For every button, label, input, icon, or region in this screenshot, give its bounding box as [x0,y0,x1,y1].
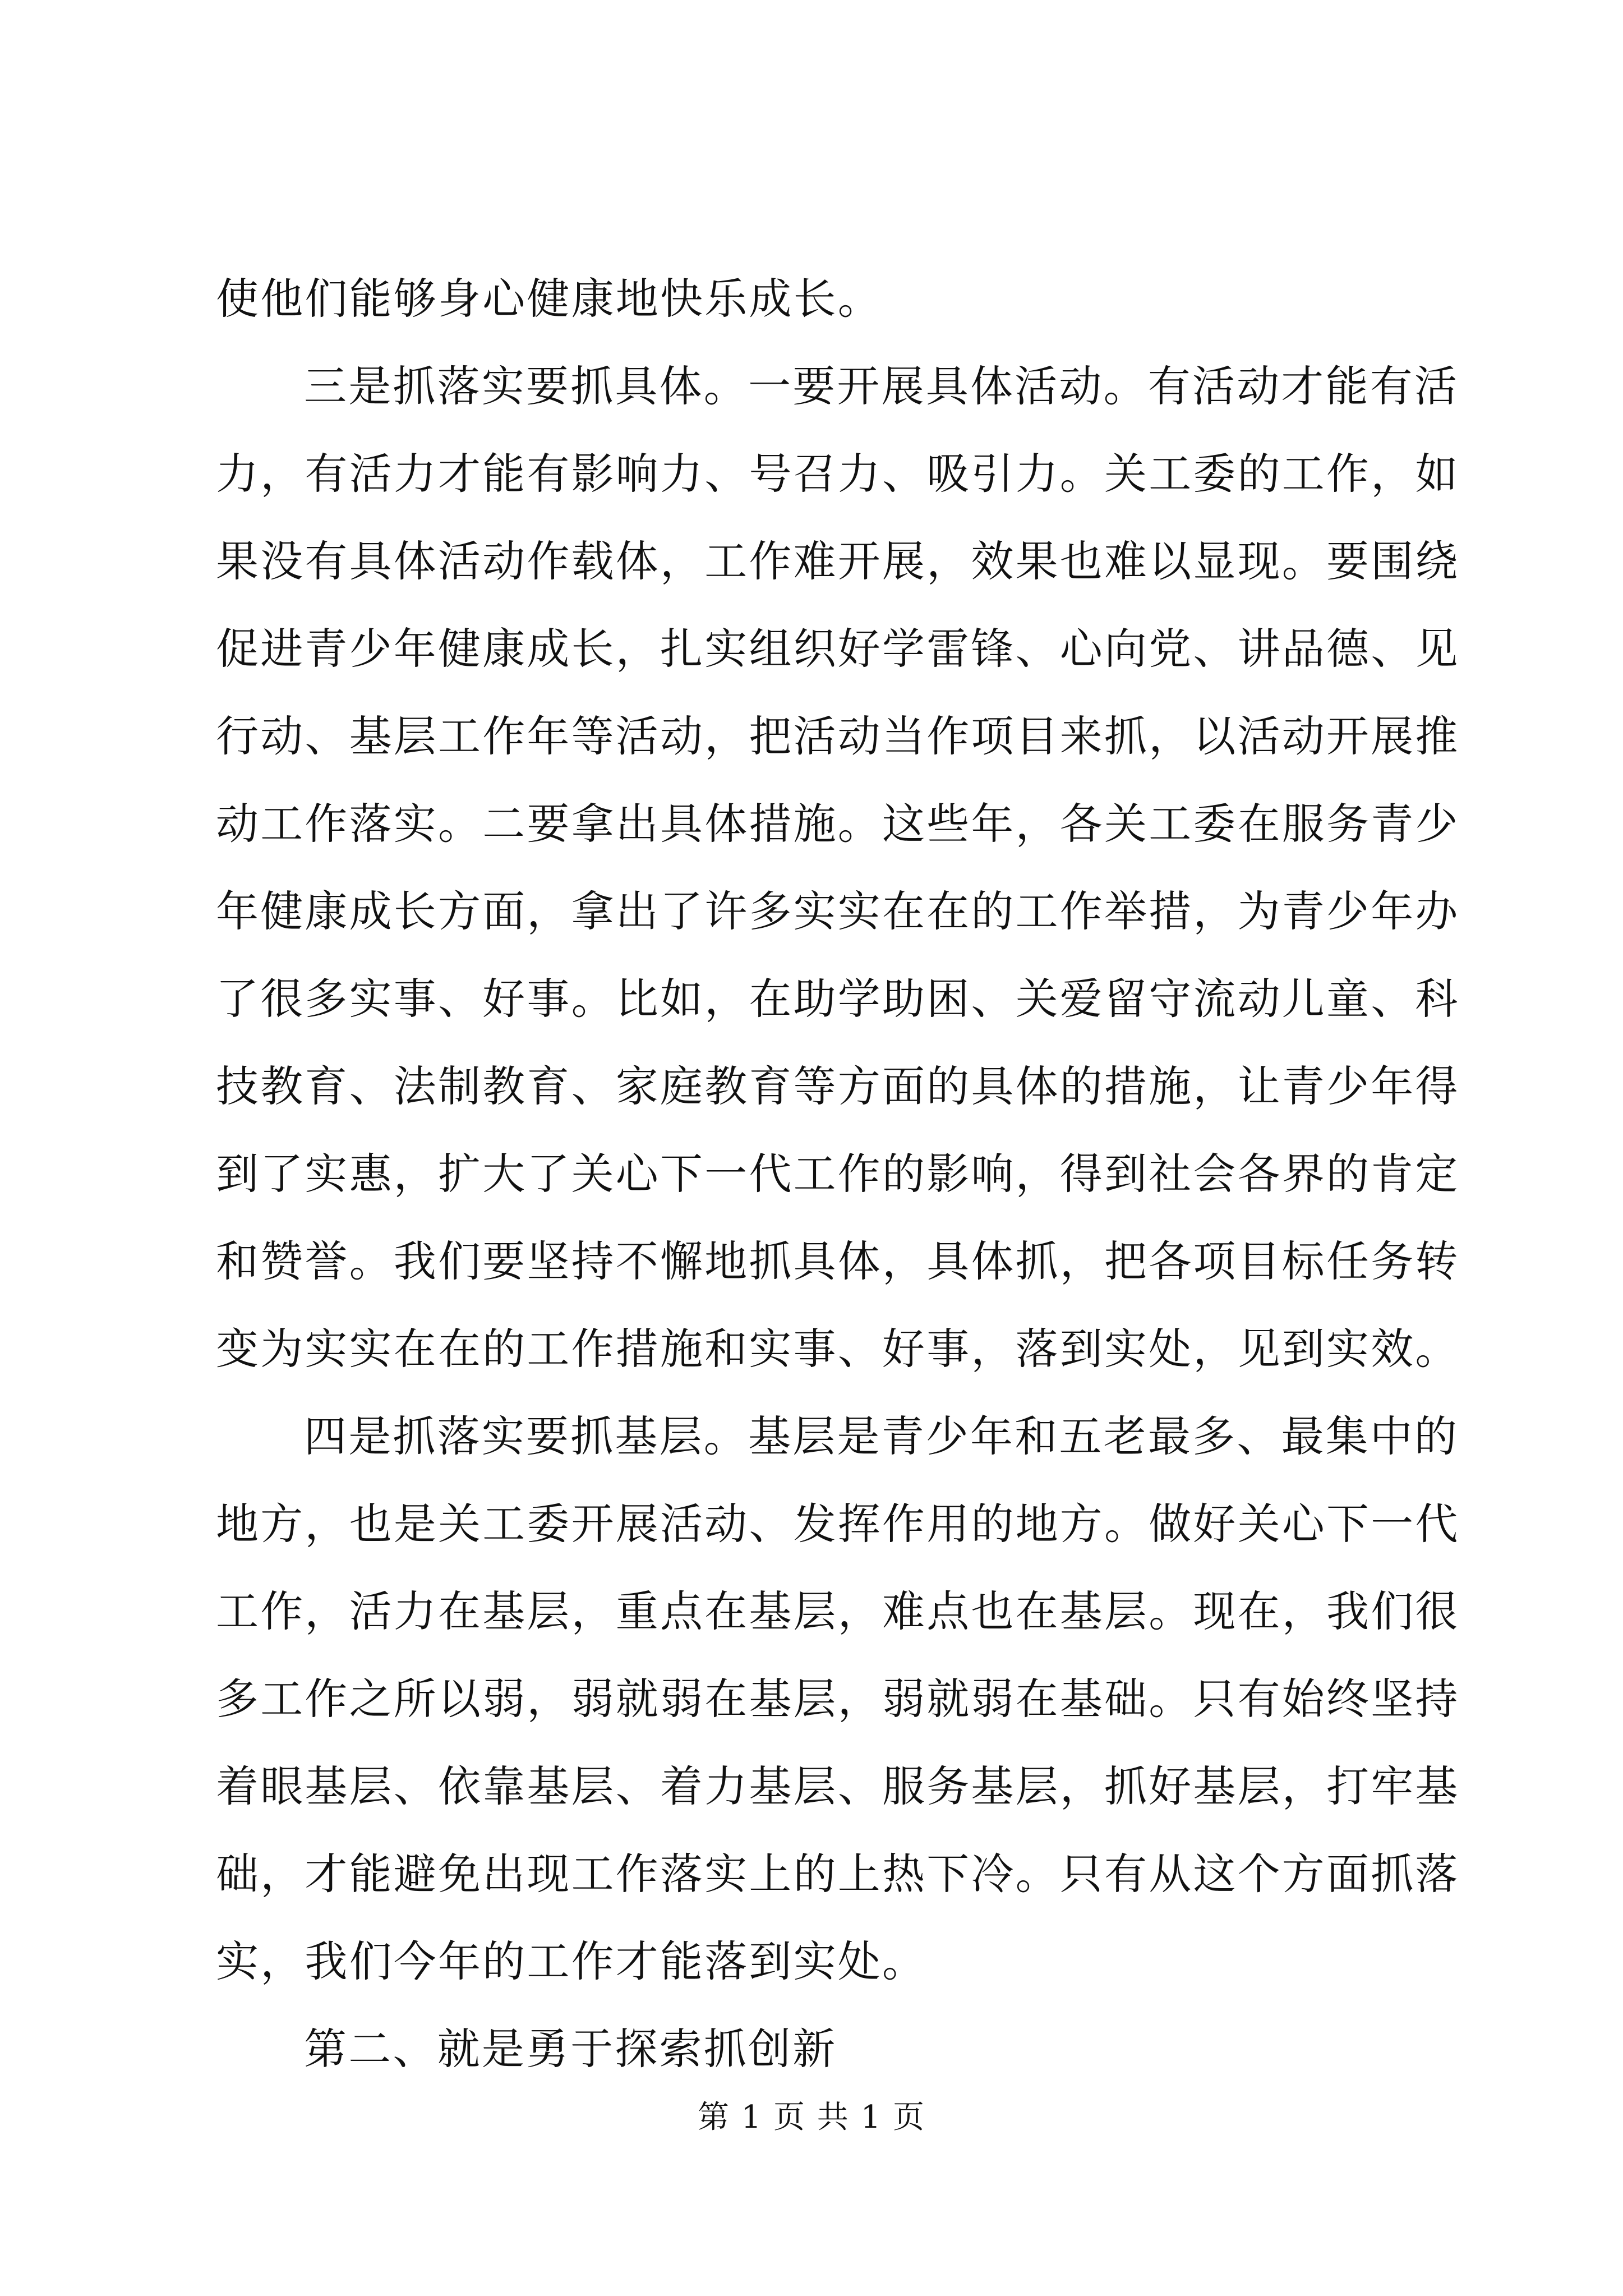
text-line: 工作，活力在基层，重点在基层，难点也在基层。现在，我们很 [216,1586,1460,1636]
text-line: 年健康成长方面，拿出了许多实实在在的工作举措，为青少年办 [216,886,1460,936]
text-line: 础，才能避免出现工作落实上的上热下冷。只有从这个方面抓落 [216,1849,1460,1899]
document-body [216,255,1460,2093]
section-heading: 第二、就是勇于探索抓创新 [304,2024,837,2074]
text-line: 使他们能够身心健康地快乐成长。 [216,274,882,324]
paragraph-first-line: 三是抓落实要抓具体。一要开展具体活动。有活动才能有活 [304,361,1459,411]
text-line: 到了实惠，扩大了关心下一代工作的影响，得到社会各界的肯定 [216,1149,1460,1199]
text-line: 果没有具体活动作载体，工作难开展，效果也难以显现。要围绕 [216,536,1460,586]
text-line: 促进青少年健康成长，扎实组织好学雷锋、心向党、讲品德、见 [216,624,1460,674]
text-line: 实，我们今年的工作才能落到实处。 [216,1936,927,1986]
text-line: 地方，也是关工委开展活动、发挥作用的地方。做好关心下一代 [216,1499,1460,1549]
page-number-footer: 第 1 页 共 1 页 [697,2099,926,2136]
text-line: 行动、基层工作年等活动，把活动当作项目来抓，以活动开展推 [216,711,1460,761]
text-line: 力，有活力才能有影响力、号召力、吸引力。关工委的工作，如 [216,449,1460,499]
text-line: 多工作之所以弱，弱就弱在基层，弱就弱在基础。只有始终坚持 [216,1674,1460,1724]
paragraph-first-line: 四是抓落实要抓基层。基层是青少年和五老最多、最集中的 [304,1411,1459,1461]
text-line: 动工作落实。二要拿出具体措施。这些年，各关工委在服务青少 [216,799,1460,849]
text-line: 变为实实在在的工作措施和实事、好事，落到实处，见到实效。 [216,1324,1460,1374]
text-line: 和赞誉。我们要坚持不懈地抓具体，具体抓，把各项目标任务转 [216,1236,1460,1286]
text-line: 着眼基层、依靠基层、着力基层、服务基层，抓好基层，打牢基 [216,1761,1460,1811]
text-line: 技教育、法制教育、家庭教育等方面的具体的措施，让青少年得 [216,1061,1460,1111]
text-line: 了很多实事、好事。比如，在助学助困、关爱留守流动儿童、科 [216,974,1460,1024]
